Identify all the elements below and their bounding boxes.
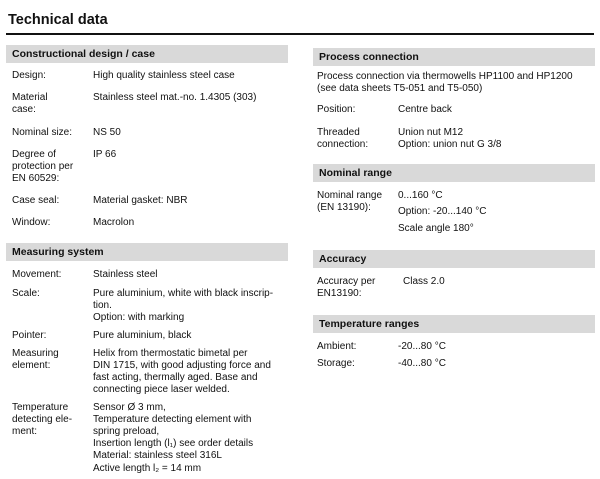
row-label-pointer: Pointer: <box>12 330 47 341</box>
row-label-storage: Storage: <box>317 358 355 369</box>
row-label-position: Position: <box>317 104 356 115</box>
row-value-temperature-element: Sensor Ø 3 mm, Temperature detecting element with spring preload, Insertion length (l₁) see order details Material: stainless steel 316L <box>93 402 254 461</box>
section-accuracy-header: Accuracy <box>313 250 595 268</box>
title-divider <box>6 33 594 35</box>
row-label-scale: Scale: <box>12 288 40 299</box>
row-value-movement: Stainless steel <box>93 269 158 280</box>
section-process-header: Process connection <box>313 48 595 66</box>
row-label-nominal-size: Nominal size: <box>12 127 73 138</box>
process-intro: Process connection via thermowells HP1100 and HP1200 (see data sheets T5-051 and T5-050) <box>317 71 573 94</box>
row-label-design: Design: <box>12 70 46 81</box>
row-value-scale-option: Option: with marking <box>93 312 185 323</box>
row-label-protection: Degree of protection per EN 60529: <box>12 149 74 184</box>
row-value-threaded-connection: Union nut M12 Option: union nut G 3/8 <box>398 127 502 150</box>
row-value-scale: Pure aluminium, white with black inscrip- tion. <box>93 288 274 311</box>
row-value-accuracy: Class 2.0 <box>403 276 445 287</box>
row-label-movement: Movement: <box>12 269 62 280</box>
row-value-position: Centre back <box>398 104 452 115</box>
section-range-header: Nominal range <box>313 164 595 182</box>
row-label-material-case: Material case: <box>12 92 48 115</box>
section-construction-header: Constructional design / case <box>6 45 288 63</box>
row-value-nominal-range: 0...160 °C <box>398 190 443 201</box>
section-temperature-header: Temperature ranges <box>313 315 595 333</box>
row-label-measuring-element: Measuring element: <box>12 348 59 371</box>
row-value-storage: -40...80 °C <box>398 358 446 369</box>
row-label-window: Window: <box>12 217 51 228</box>
row-value-ambient: -20...80 °C <box>398 341 446 352</box>
row-label-threaded-connection: Threaded connection: <box>317 127 369 150</box>
row-value-scale-angle: Scale angle 180° <box>398 223 474 234</box>
row-value-window: Macrolon <box>93 217 135 228</box>
row-value-design: High quality stainless steel case <box>93 70 235 81</box>
row-label-case-seal: Case seal: <box>12 195 60 206</box>
row-value-measuring-element: Helix from thermostatic bimetal per DIN 1715, with good adjusting force and fast acting, thermally aged. Base and connecting piece laser welded. <box>93 348 271 395</box>
row-label-temperature-element: Temperature detecting ele- ment: <box>12 402 73 437</box>
row-label-nominal-range: Nominal range (EN 13190): <box>317 190 383 213</box>
row-value-pointer: Pure aluminium, black <box>93 330 192 341</box>
section-measuring-header: Measuring system <box>6 243 288 261</box>
row-value-protection: IP 66 <box>93 149 117 160</box>
row-value-active-length: Active length l₂ = 14 mm <box>93 463 202 474</box>
row-value-material-case: Stainless steel mat.-no. 1.4305 (303) <box>93 92 257 103</box>
row-value-nominal-size: NS 50 <box>93 127 121 138</box>
row-label-accuracy: Accuracy per EN13190: <box>317 276 376 299</box>
row-label-ambient: Ambient: <box>317 341 357 352</box>
page-title: Technical data <box>8 12 108 28</box>
row-value-case-seal: Material gasket: NBR <box>93 195 188 206</box>
row-value-nominal-range-option: Option: -20...140 °C <box>398 206 487 217</box>
